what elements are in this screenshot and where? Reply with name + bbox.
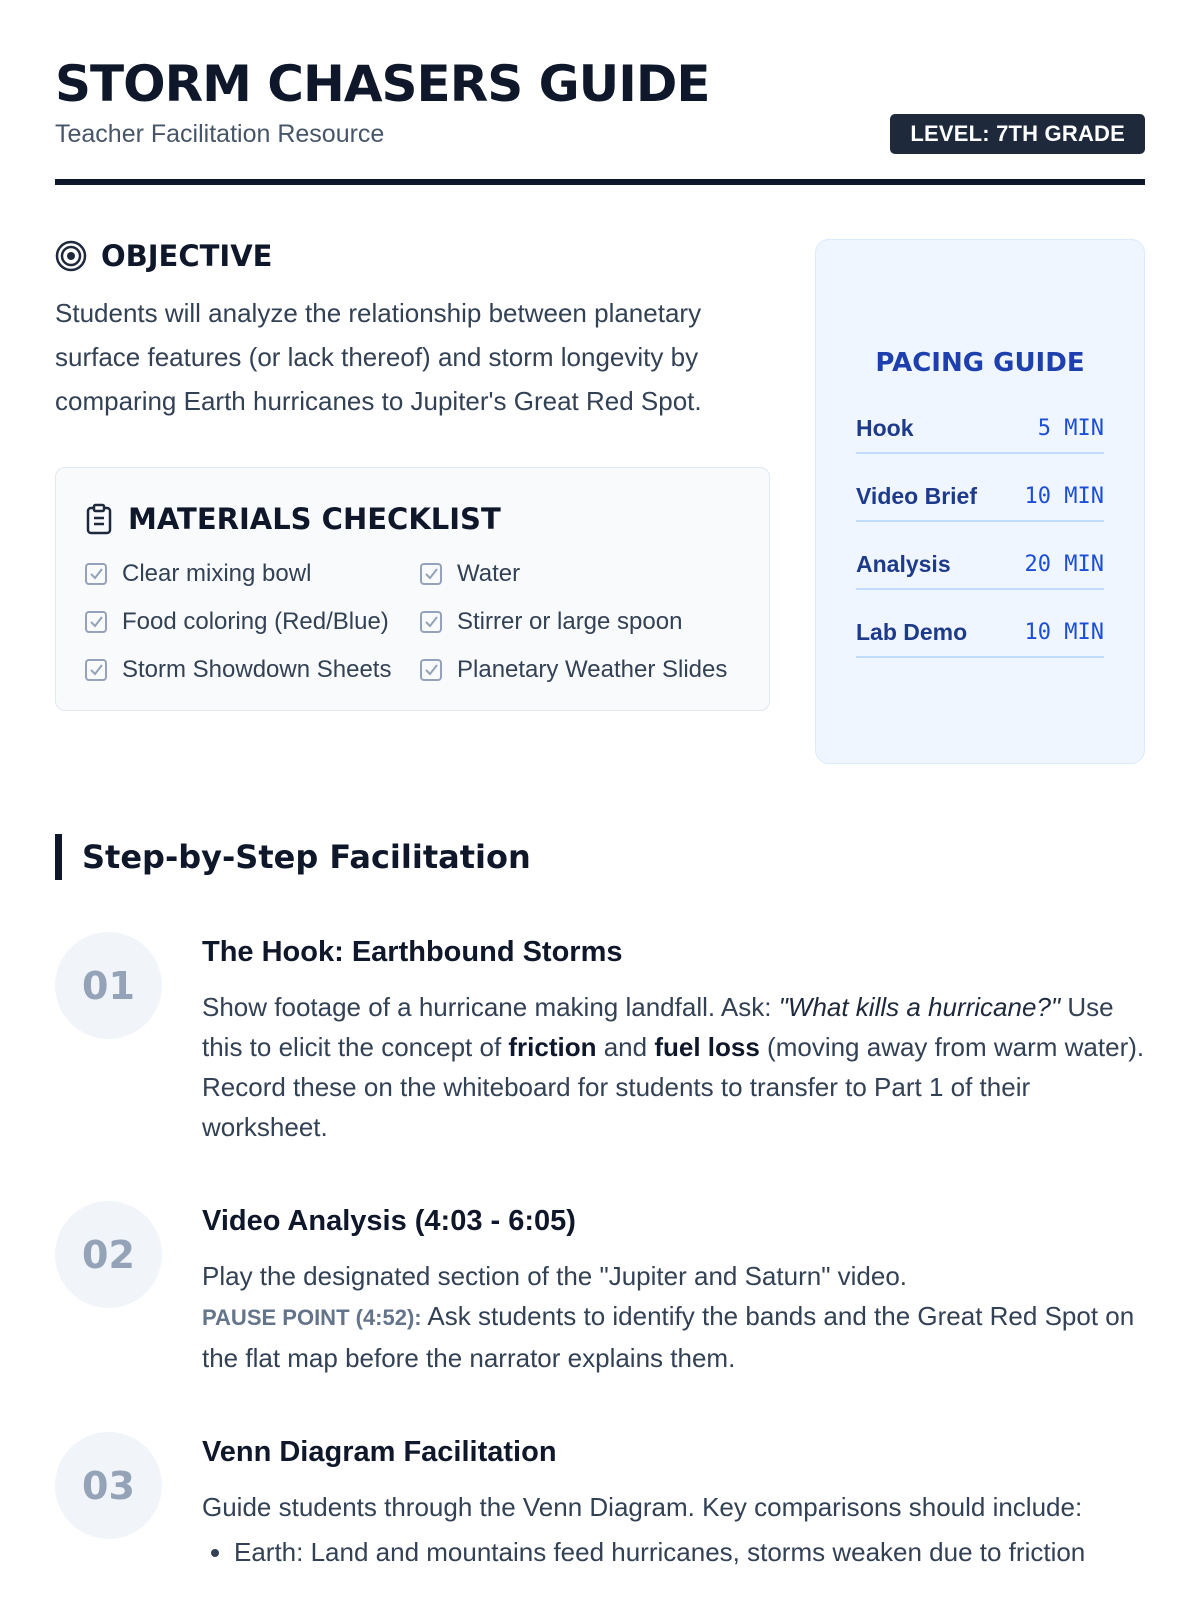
pacing-guide — [815, 239, 1145, 764]
step-title: Venn Diagram Facilitation — [202, 1436, 557, 1468]
step-title: Video Analysis (4:03 - 6:05) — [202, 1205, 576, 1237]
material-item[interactable] — [84, 656, 419, 684]
step-keyword: fuel loss — [654, 1032, 760, 1062]
step-item — [55, 1201, 1145, 1378]
material-label: Water — [457, 560, 521, 587]
checkbox-checked-icon — [419, 610, 443, 634]
pause-point-label: PAUSE POINT (4:52): — [202, 1305, 422, 1330]
list-item: • Earth: Land and mountains feed hurricanes, storms weaken due to friction — [234, 1537, 1085, 1568]
pacing-label: Analysis — [856, 550, 951, 577]
step-number: 03 — [55, 1432, 162, 1539]
material-item[interactable] — [419, 560, 741, 588]
material-label: Stirrer or large spoon — [457, 608, 683, 635]
step-body — [202, 932, 1145, 1147]
top-section — [55, 239, 1145, 764]
step-number: 01 — [55, 932, 162, 1039]
step-number: 02 — [55, 1201, 162, 1308]
materials-list — [84, 560, 741, 684]
step-text — [202, 1256, 1145, 1378]
materials-checklist — [55, 467, 770, 711]
pacing-time: 5 MIN — [1037, 415, 1104, 441]
target-icon — [55, 240, 87, 272]
checkbox-checked-icon — [84, 658, 108, 682]
materials-heading — [84, 502, 741, 536]
comparison-list — [202, 1537, 1085, 1568]
materials-heading-label: MATERIALS CHECKLIST — [128, 502, 501, 536]
material-label: Food coloring (Red/Blue) — [122, 608, 389, 635]
step-body — [202, 1432, 1085, 1568]
step-item — [55, 932, 1145, 1147]
material-item[interactable] — [84, 608, 419, 636]
steps-list — [55, 932, 1145, 1568]
step-text: Guide students through the Venn Diagram. Key comparisons should include: — [202, 1492, 1083, 1522]
header-divider — [55, 179, 1145, 185]
step-title: The Hook: Earthbound Storms — [202, 936, 623, 968]
objective-text: Students will analyze the relationship between planetary surface features (or lack thereof) and storm longevity by comparing Earth hurricanes to Jupiter's Great Red Spot. — [55, 298, 702, 416]
step-text-part: Use this to elicit the concept of — [202, 992, 1114, 1062]
pacing-row — [856, 608, 1104, 658]
pacing-row — [856, 404, 1104, 454]
step-text-part: and — [596, 1032, 655, 1062]
step-quote: "What kills a hurricane?" — [778, 992, 1061, 1022]
checkbox-checked-icon — [419, 658, 443, 682]
objective-heading-label: OBJECTIVE — [101, 239, 273, 273]
material-label: Clear mixing bowl — [122, 560, 312, 587]
pacing-row — [856, 472, 1104, 522]
objective-heading — [55, 239, 770, 273]
step-text-part: (moving away from warm water). Record these on the whiteboard for students to transfer to Part 1 of their worksheet. — [202, 1032, 1145, 1142]
checkbox-checked-icon — [84, 562, 108, 586]
step-text — [202, 987, 1145, 1147]
pacing-time: 10 MIN — [1024, 483, 1104, 509]
material-label: Planetary Weather Slides — [457, 656, 728, 683]
clipboard-icon — [84, 503, 114, 535]
pacing-label: Lab Demo — [856, 618, 968, 645]
level-badge: LEVEL: 7TH GRADE — [890, 114, 1145, 154]
pacing-label: Hook — [856, 414, 914, 441]
material-item[interactable] — [419, 656, 741, 684]
pacing-label: Video Brief — [856, 482, 977, 509]
checkbox-checked-icon — [419, 562, 443, 586]
left-column — [55, 239, 770, 764]
checkbox-checked-icon — [84, 610, 108, 634]
material-item[interactable] — [84, 560, 419, 588]
step-keyword: friction — [508, 1032, 597, 1062]
step-text-part: Ask students to identify the bands and the Great Red Spot on the flat map before the narrator explains them. — [202, 1301, 1135, 1373]
pacing-time: 10 MIN — [1024, 619, 1104, 645]
step-text-part: Show footage of a hurricane making landfall. Ask: — [202, 992, 779, 1022]
step-item — [55, 1432, 1145, 1568]
page-title: STORM CHASERS GUIDE — [55, 55, 710, 113]
pacing-time: 20 MIN — [1024, 551, 1104, 577]
material-item[interactable] — [419, 608, 741, 636]
pacing-row — [856, 540, 1104, 590]
steps-heading: Step-by-Step Facilitation — [55, 834, 1145, 880]
step-text-part: Play the designated section of the "Jupiter and Saturn" video. — [202, 1261, 908, 1291]
header — [55, 0, 1145, 185]
material-label: Storm Showdown Sheets — [122, 656, 392, 683]
step-body — [202, 1201, 1145, 1378]
page-subtitle: Teacher Facilitation Resource — [55, 120, 385, 148]
pacing-guide-title: PACING GUIDE — [875, 348, 1085, 378]
